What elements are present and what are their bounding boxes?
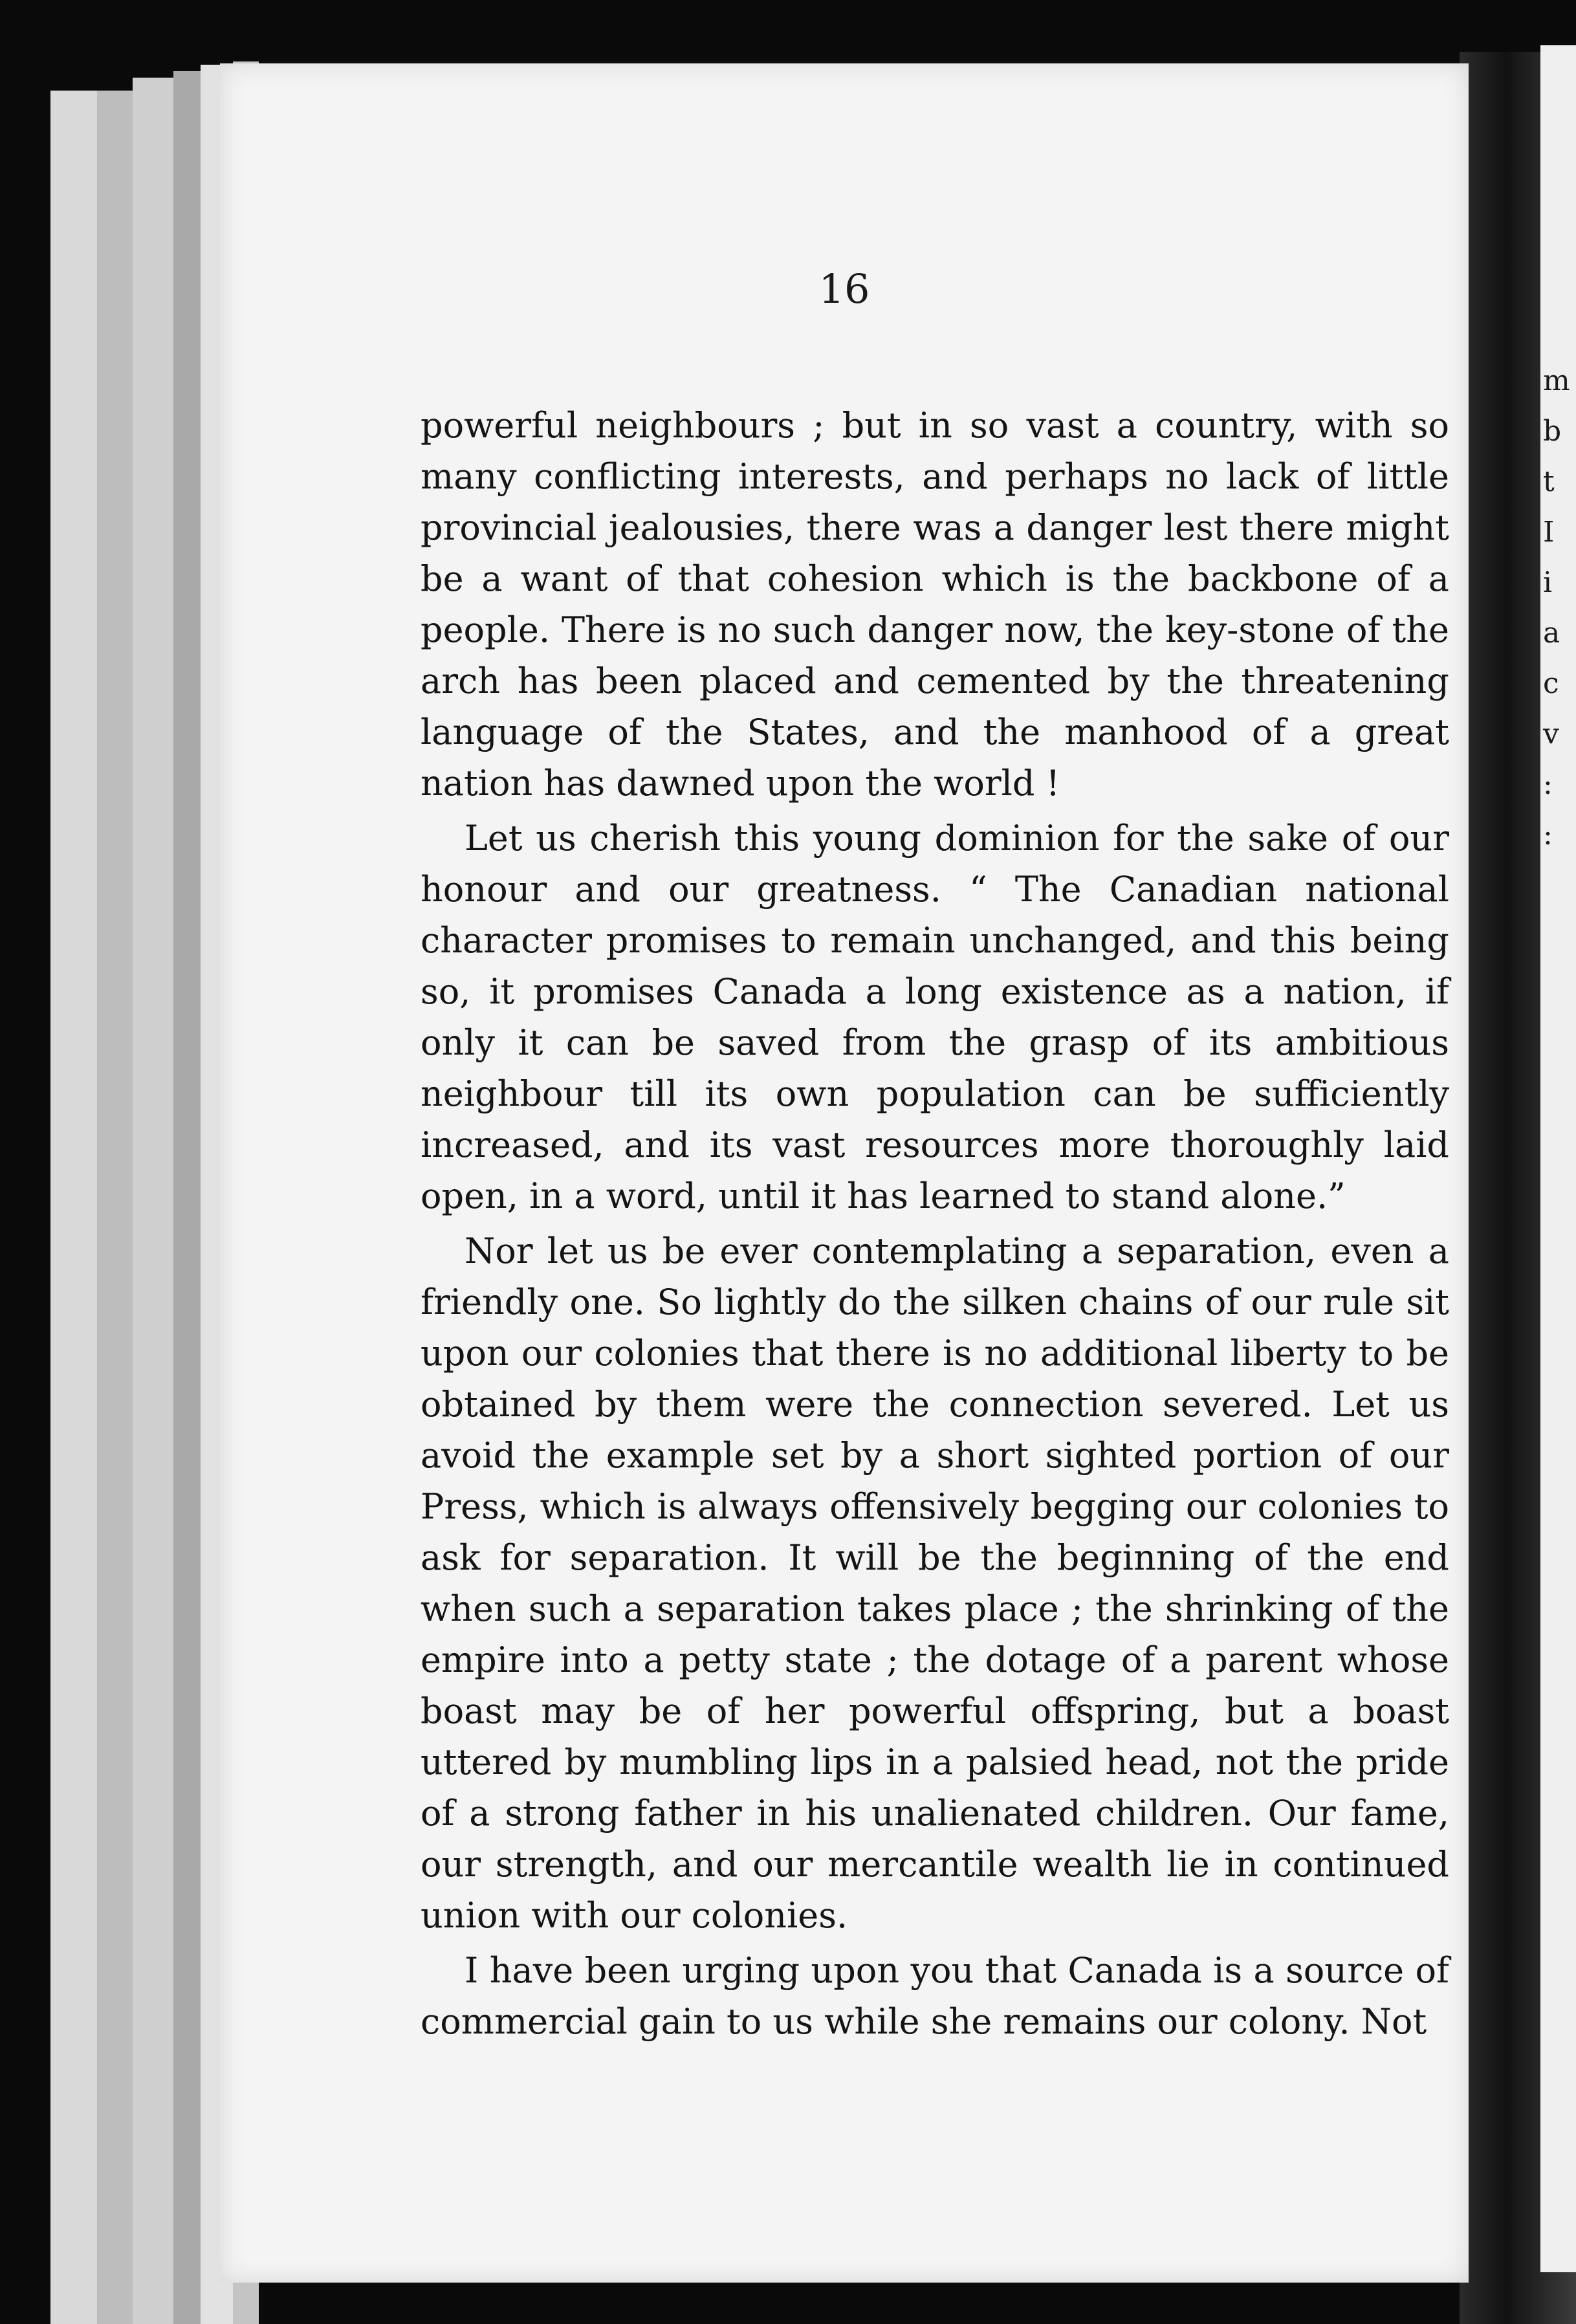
page-edge xyxy=(133,78,178,2324)
next-page-sliver xyxy=(1540,45,1576,2272)
paragraph: powerful neighbours ; but in so vast a country, with so many conflicting interests, and perhaps no lack of little provincial jealousies, there was a danger lest there might be a want of that cohesion which is the backbone of a people. There is no such danger now, the key-stone of the arch has been placed and cemented by the threatening language of the States, and the manhood of a great nation has dawned upon the world ! xyxy=(421,405,1449,804)
page-edge xyxy=(50,91,102,2324)
next-page-letters: m b t I i a c v : : xyxy=(1543,364,1570,851)
page-edge xyxy=(97,91,136,2324)
paragraph: Let us cherish this young dominion for the sake of our honour and our greatness. “ The Canadian national character promises to remain unchanged, and this being so, it promises Canada a long existence as a nation, if only it can be saved from the grasp of its ambitious neighbour till its own population can be sufficiently increased, and its vast resources more thoroughly laid open, in a word, until it has learned to stand alone.” xyxy=(421,818,1449,1216)
paragraph: I have been urging upon you that Canada is a source of commercial gain to us while she remains our colony. Not xyxy=(421,1950,1449,2042)
paragraph: Nor let us be ever contemplating a separation, even a friendly one. So lightly do the silken chains of our rule sit upon our colonies that there is no additional liberty to be obtained by them were the connection severed. Let us avoid the example set by a short sighted portion of our Press, which is always offensively begging our colonies to ask for separation. It will be the beginning of the end when such a separation takes place ; the shrinking of the empire into a petty state ; the dotage of a parent whose boast may be of her powerful offspring, but a boast uttered by mumbling lips in a palsied head, not the pride of a strong father in his unalienated children. Our fame, our strength, and our mercantile wealth lie in continued union with our colonies. xyxy=(421,1231,1449,1936)
page-number: 16 xyxy=(818,265,870,312)
body-text xyxy=(421,400,1449,2051)
book-page xyxy=(220,63,1469,2283)
